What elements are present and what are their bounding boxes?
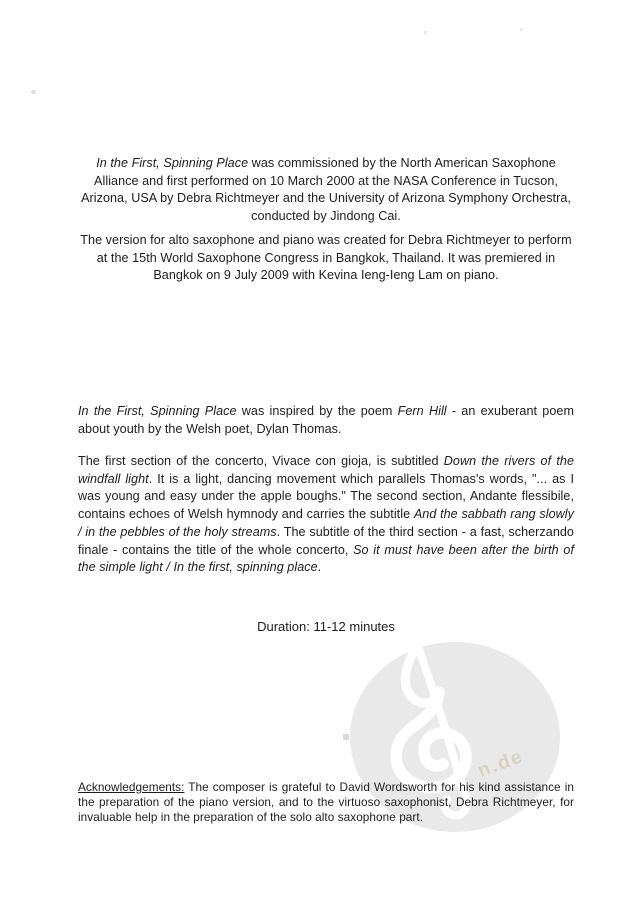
text-line: In the First, Spinning Place was inspired by the poem Fern Hill - an exuberant poem [78,404,575,418]
paragraph-inspiration [78,403,574,438]
text-line: Alliance and first performed on 10 March 2000 at the NASA Conference in Tucson, [94,173,558,188]
paragraph-sections [78,453,574,577]
text-line: at the 15th World Saxophone Congress in Bangkok, Thailand. It was premiered in [96,250,556,265]
text-line: Arizona, USA by Debra Richtmeyer and the University of Arizona Symphony Orchestra, [81,191,571,206]
paragraph-acknowledgements [78,780,574,825]
duration-line: Duration: 11-12 minutes [257,619,395,634]
watermark-domain-text: n.de [475,745,527,782]
paragraph-piano-version [78,232,574,285]
text-line: Acknowledgements: The composer is grateful to David Wordsworth for his kind assistance in [78,780,574,794]
text-line: In the First, Spinning Place was commissioned by the North American Saxophone [96,156,556,170]
text-line: contains echoes of Welsh hymnody and carries the subtitle And the sabbath rang slowly [78,507,574,522]
text-line: The first section of the concerto, Vivace con gioja, is subtitled Down the rivers of the [78,454,575,468]
text-line: the preparation of the piano version, and to the virtuoso saxophonist, Debra Richtmeyer, for [78,795,574,810]
text-line: about youth by the Welsh poet, Dylan Thomas. [78,421,342,436]
text-line: finale - contains the title of the whole concerto, So it must have been after the birth of [78,542,574,557]
text-line: invaluable help in the preparation of the solo alto saxophone part. [78,810,424,825]
text-line: / in the pebbles of the holy streams. The subtitle of the third section - a fast, scherzando [78,524,574,539]
text-line: conducted by Jindong Cai. [251,209,401,224]
text-line: was young and easy under the apple boughs." The second section, Andante flessibile, [78,489,574,504]
text-line: windfall light. It is a light, dancing movement which parallels Thomas's words, "... as I [78,471,575,486]
text-line: the simple light / In the first, spinning place. [78,560,322,575]
text-line: The version for alto saxophone and piano was created for Debra Richtmeyer to perform [80,233,572,247]
paragraph-commission [78,155,574,226]
text-line: Bangkok on 9 July 2009 with Kevina Ieng-Ieng Lam on piano. [153,268,499,283]
